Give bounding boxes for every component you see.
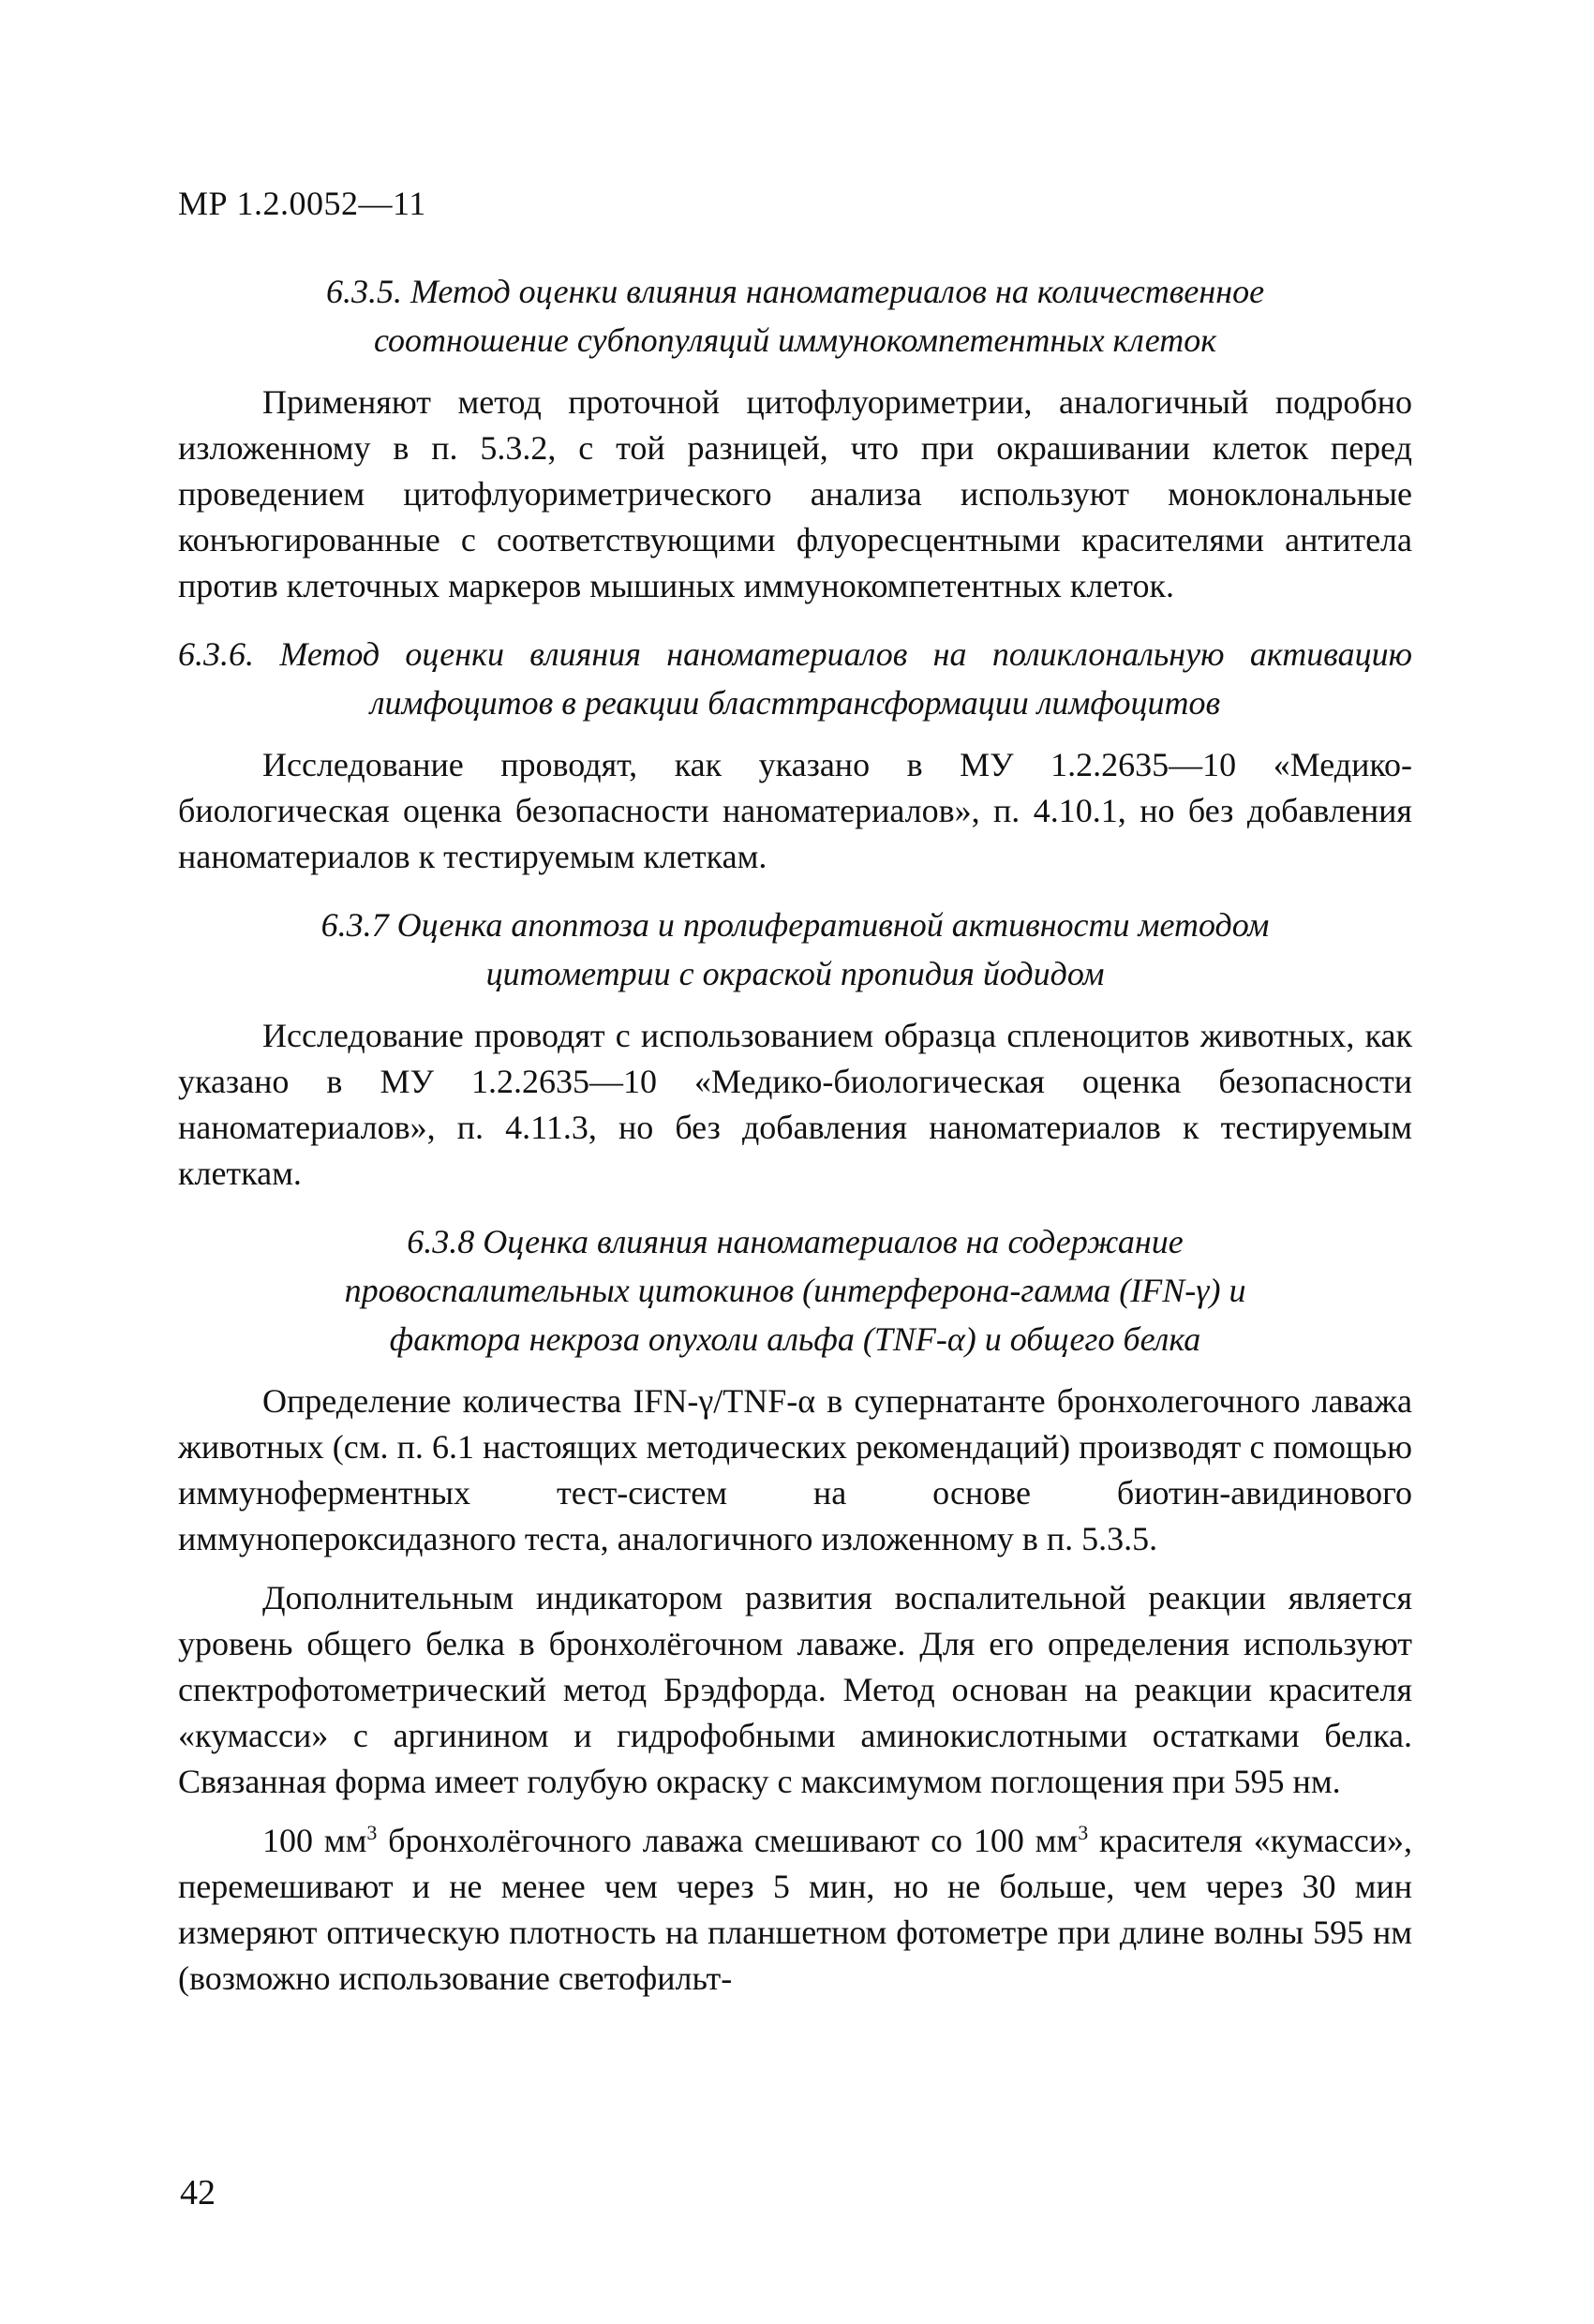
section-heading-6-3-8 xyxy=(178,1217,1412,1363)
text-run: красителя «кумасси», перемешивают и не менее чем через 5 мин, но не больше, чем через 30 мин измеряют оптическую плотность на планшетном фотометре при длине волны 595 нм (возможно использование светофильт- xyxy=(178,1822,1412,1997)
heading-line: 6.3.5. Метод оценки влияния наноматериалов на количественное xyxy=(325,273,1265,310)
text-run: 100 мм xyxy=(262,1822,367,1859)
document-code: МР 1.2.0052—11 xyxy=(178,185,426,222)
section-heading-6-3-7 xyxy=(178,901,1412,998)
heading-line: провоспалительных цитокинов (интерферона-гамма (IFN-γ) и xyxy=(344,1272,1246,1309)
paragraph: Применяют метод проточной цитофлуориметрии, аналогичный подробно изложенному в п. 5.3.2, с той разницей, что при окрашивании клеток перед проведением цитофлуориметрического анализа используют моноклональные конъюгированные с соответствующими флуоресцентными красителями антитела против клеточных маркеров мышиных иммунокомпетентных клеток. xyxy=(178,383,1412,604)
heading-line: фактора некроза опухоли альфа (TNF-α) и общего белка xyxy=(389,1320,1201,1358)
heading-line: 6.3.7 Оценка апоптоза и пролиферативной активности методом xyxy=(320,906,1270,944)
page-number: 42 xyxy=(180,2173,216,2212)
paragraph: Исследование проводят, как указано в МУ 1.2.2635—10 «Медико-биологическая оценка безопасности наноматериалов», п. 4.10.1, но без добавления наноматериалов к тестируемым клеткам. xyxy=(178,746,1412,875)
page-content xyxy=(178,267,1412,2015)
superscript: 3 xyxy=(1078,1821,1089,1844)
text-run: бронхолёгочного лаважа смешивают со 100 мм xyxy=(377,1822,1079,1859)
heading-line: 6.3.8 Оценка влияния наноматериалов на содержание xyxy=(407,1223,1184,1260)
heading-text: 6.3.6. Метод оценки влияния наноматериалов на поликлональную активацию лимфоцитов в реакции бласттрансформации лимфоцитов xyxy=(178,635,1412,722)
section-heading-6-3-5 xyxy=(178,267,1412,365)
superscript: 3 xyxy=(366,1821,378,1844)
heading-line: соотношение субпопуляций иммунокомпетентных клеток xyxy=(373,321,1217,359)
section-heading-6-3-6 xyxy=(178,630,1412,727)
paragraph-with-superscripts xyxy=(178,1818,1412,2002)
paragraph: Дополнительным индикатором развития воспалительной реакции является уровень общего белка в бронхолёгочном лаваже. Для его определения используют спектрофотометрический метод Брэдфорда. Метод основан на реакции красителя «кумасси» с аргинином и гидрофобными аминокислотными остатками белка. Связанная форма имеет голубую окраску с максимумом поглощения при 595 нм. xyxy=(178,1579,1412,1800)
heading-line: цитометрии с окраской пропидия йодидом xyxy=(485,955,1105,992)
paragraph: Исследование проводят с использованием образца спленоцитов животных, как указано в МУ 1.2.2635—10 «Медико-биологическая оценка безопасности наноматериалов», п. 4.11.3, но без добавления наноматериалов к тестируемым клеткам. xyxy=(178,1017,1412,1192)
paragraph: Определение количества IFN-γ/TNF-α в супернатанте бронхолегочного лаважа животных (см. п. 6.1 настоящих методических рекомендаций) производят с помощью иммуноферментных тест-систем на основе биотин-авидинового иммунопероксидазного теста, аналогичного изложенному в п. 5.3.5. xyxy=(178,1382,1412,1557)
